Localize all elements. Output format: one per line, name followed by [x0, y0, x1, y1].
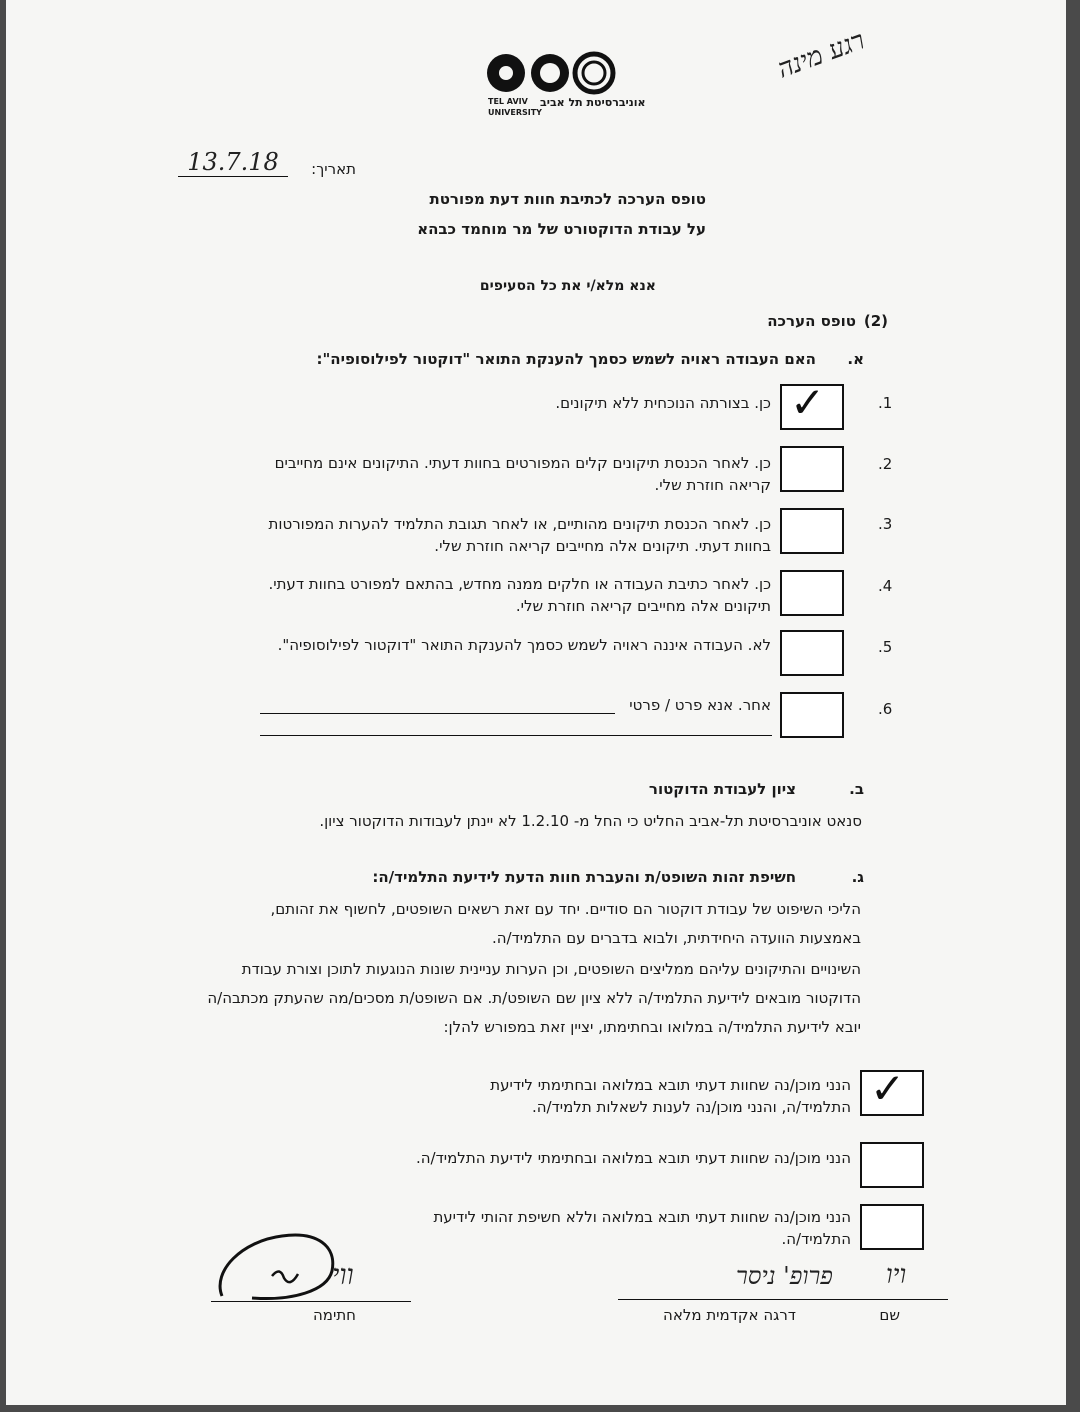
section-number: (2)	[863, 312, 888, 330]
option-4-number: .4	[878, 577, 893, 595]
disclosure-option-2-text: הנני מוכן/נה שחוות דעתי תובא במלואה ובחתימתי לידיעת התלמיד/ה.	[415, 1149, 851, 1167]
university-name-english: TEL AVIV UNIVERSITY	[488, 97, 542, 117]
option-3-text: כן. לאחר הכנסת תיקונים מהותיים, או לאחר תגובת התלמיד להערות המפורטות בחוות דעתי. תיקונים אלה מחייבים קריאה חוזרת שלי.	[268, 515, 771, 555]
option-1-number: .1	[878, 394, 893, 412]
option-5-checkbox[interactable]	[780, 630, 844, 676]
option-4-text: כן. לאחר כתיבת העבודה או חלקים ממנה מחדש, בהתאם למפורט בחוות דעתי. תיקונים אלה מחייבים קריאה חוזרת שלי.	[268, 575, 771, 615]
option-3-checkbox[interactable]	[780, 508, 844, 554]
section-c-paragraph-2: השינויים והתיקונים עליהם ממליצים השופטים, וכן הערות עניינית שונות הנוגעות לתוכן וצורת עבודת הדוקטור מובאים לידיעת התלמיד/ה ללא ציון שם השופט/ת. אם השופט/ת מסכים/מה שהעתק מכתבה/ה יובא לידיעת התלמיד/ה במלואו ובחתימתו, יציין זאת במפורש להלן:	[207, 960, 861, 1036]
option-1-text: כן. בצורתה הנוכחית ללא תיקונים.	[555, 394, 771, 412]
disclosure-option-1-text: הנני מוכן/נה שחוות דעתי תובא במלואה ובחתימתי לידיעת התלמיד/ה, והנני מוכן/נה לענות לשאלות תלמיד/ה.	[490, 1076, 851, 1116]
option-6-line-2[interactable]	[260, 735, 772, 736]
disclosure-option-1-checkbox[interactable]	[860, 1064, 924, 1116]
section-c-letter: ג.	[851, 868, 864, 886]
section-b-title: ציון לעבודת הדוקטור	[648, 780, 796, 798]
fill-all-instruction: אנא מלא/י את כל הסעיפים	[479, 278, 656, 294]
academic-rank-value: פרופ' ניסר	[736, 1262, 833, 1290]
section-title: טופס הערכה	[767, 312, 856, 330]
option-5-text: לא. העבודה איננה ראויה לשמש כסמך להענקת התואר "דוקטור לפילוסופיה".	[277, 636, 771, 654]
form-title-line2: על עבודת הדוקטורט של מר מוחמד כבהא	[417, 220, 706, 238]
date-value: 13.7.18	[178, 148, 288, 177]
check-mark-icon: ✓	[870, 1064, 906, 1113]
disclosure-option-3-text: הנני מוכן/נה שחוות דעתי תובא במלואה וללא חשיפת זהותי לידיעת התלמיד/ה.	[433, 1208, 851, 1248]
university-logo	[484, 48, 646, 128]
option-2-text: כן. לאחר הכנסת תיקונים קלים המפורטים בחוות דעתי. התיקונים אינם מחייבים קריאה חוזרת שלי.	[274, 454, 771, 494]
section-c-title: חשיפת זהות השופט/ת והעברת חוות הדעת לידיעת התלמיד/ה:	[372, 868, 796, 886]
signature-scribble	[212, 1216, 342, 1306]
document-page	[6, 0, 1066, 1405]
date-label: תאריך:	[311, 160, 356, 178]
disclosure-option-3-checkbox[interactable]	[860, 1204, 924, 1250]
name-rank-line	[618, 1299, 948, 1300]
option-3-number: .3	[878, 515, 893, 533]
question-a-text: האם העבודה ראויה לשמש כסמך להענקת התואר "דוקטור לפילוסופיה":	[316, 350, 816, 368]
disclosure-option-2-checkbox[interactable]	[860, 1142, 924, 1188]
option-4-checkbox[interactable]	[780, 570, 844, 616]
university-name-hebrew: אוניברסיטת תל אביב	[540, 96, 646, 109]
option-2-checkbox[interactable]	[780, 446, 844, 492]
option-6-checkbox[interactable]	[780, 692, 844, 738]
section-b-letter: ב.	[849, 780, 864, 798]
option-6-number: .6	[878, 700, 893, 718]
question-a-letter: א.	[847, 350, 864, 368]
form-title-line1: טופס הערכה לכתיבת חוות דעת מפורטת	[429, 190, 706, 208]
academic-rank-label: דרגה אקדמית מלאה	[663, 1306, 796, 1324]
name-label: שם	[879, 1306, 900, 1324]
option-6-line-1[interactable]	[260, 713, 615, 714]
section-b-text: סנאט אוניברסיטת תל-אביב החליט כי החל מ- 1.2.10 לא יינתן לעבודות הדוקטור ציון.	[319, 812, 862, 830]
signature-handwriting: ווי	[332, 1258, 354, 1291]
university-logo-mark	[484, 48, 624, 98]
option-1-checkbox[interactable]	[780, 378, 844, 430]
option-6-text: אחר. אנא פרט / פרטי	[629, 696, 771, 714]
section-c-paragraph-1: הליכי השיפוט של עבודת דוקטור הם סודיים. יחד עם זאת רשאים השופטים, לחשוף את זהותם, באמצעות הוועדה היחידתית, ולבוא בדברים עם התלמיד/ה.	[270, 900, 861, 947]
option-5-number: .5	[878, 638, 893, 656]
name-value: ויו	[886, 1260, 907, 1290]
signature-label: חתימה	[312, 1306, 356, 1324]
check-mark-icon: ✓	[790, 378, 826, 427]
signature-line	[211, 1301, 411, 1302]
handwritten-corner-note: רגע מינה	[773, 25, 869, 85]
option-2-number: .2	[878, 455, 893, 473]
